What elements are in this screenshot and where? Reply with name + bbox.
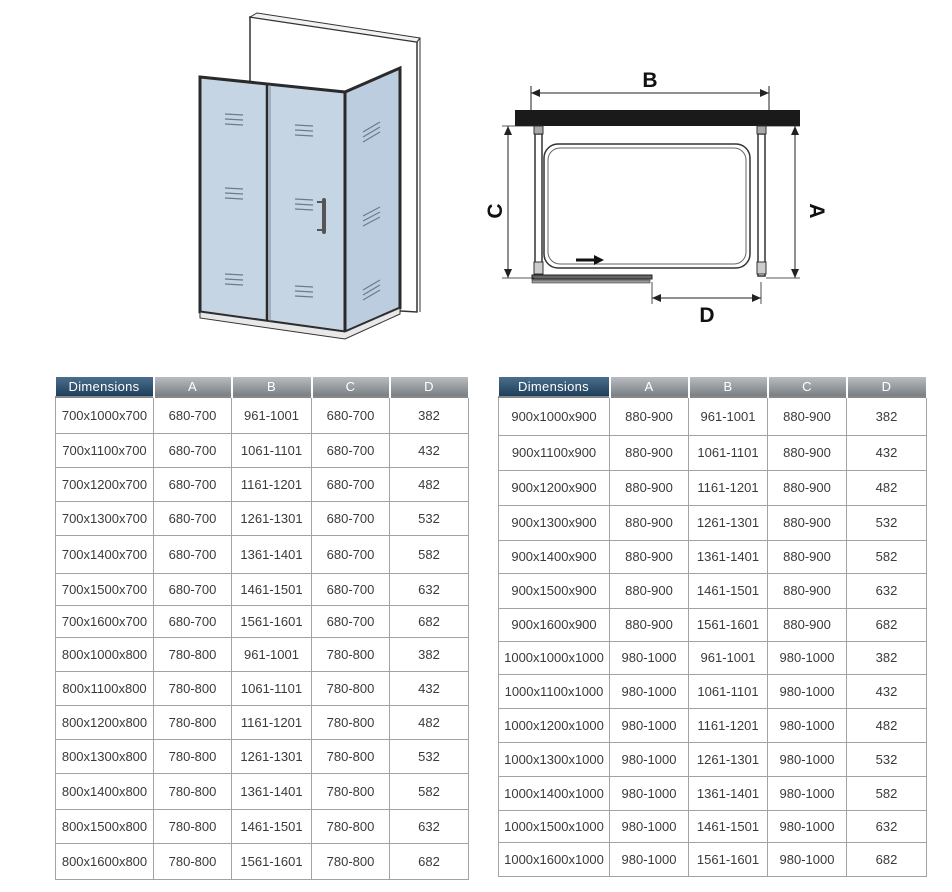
table-row	[499, 435, 927, 470]
table-cell: 700x1600x700	[56, 605, 154, 637]
table-row	[499, 842, 927, 876]
table-row	[56, 573, 469, 605]
table-cell: 1000x1300x1000	[499, 742, 610, 776]
table-cell: 680-700	[312, 433, 390, 467]
table-cell: 632	[390, 573, 469, 605]
table-cell: 1261-1301	[689, 742, 768, 776]
table-cell: 780-800	[154, 739, 232, 773]
table-cell: 1161-1201	[232, 467, 312, 501]
header-dimensions: Dimensions	[56, 377, 154, 397]
table-cell: 780-800	[154, 705, 232, 739]
table-cell: 780-800	[312, 809, 390, 843]
table-cell: 980-1000	[768, 742, 847, 776]
table-cell: 632	[847, 573, 927, 608]
table-row	[56, 501, 469, 535]
table-cell: 961-1001	[689, 397, 768, 435]
table-cell: 1261-1301	[689, 505, 768, 540]
table-cell: 482	[390, 705, 469, 739]
table-cell: 700x1300x700	[56, 501, 154, 535]
plan-label-a: A	[805, 203, 828, 219]
dimensions-table-left	[55, 377, 470, 880]
table-cell: 980-1000	[768, 641, 847, 674]
table-cell: 382	[847, 641, 927, 674]
table-header-row	[499, 377, 927, 397]
table-row	[56, 843, 469, 879]
table-cell: 880-900	[610, 397, 689, 435]
table-row	[499, 810, 927, 842]
table-cell: 880-900	[610, 435, 689, 470]
header-col-d: D	[390, 377, 469, 397]
table-cell: 880-900	[610, 540, 689, 573]
table-cell: 1561-1601	[689, 842, 768, 876]
table-cell: 582	[390, 773, 469, 809]
table-cell: 780-800	[312, 671, 390, 705]
table-cell: 880-900	[610, 608, 689, 641]
table-cell: 1000x1500x1000	[499, 810, 610, 842]
table-row	[56, 535, 469, 573]
table-cell: 900x1500x900	[499, 573, 610, 608]
table-cell: 680-700	[154, 397, 232, 433]
table-row	[499, 674, 927, 708]
table-cell: 1561-1601	[689, 608, 768, 641]
table-cell: 980-1000	[768, 708, 847, 742]
table-cell: 900x1400x900	[499, 540, 610, 573]
table-cell: 532	[390, 739, 469, 773]
table-row	[56, 637, 469, 671]
table-cell: 880-900	[768, 397, 847, 435]
table-cell: 1061-1101	[232, 671, 312, 705]
header-col-b: B	[689, 377, 768, 397]
table-cell: 482	[390, 467, 469, 501]
table-cell: 780-800	[154, 809, 232, 843]
table-cell: 432	[390, 433, 469, 467]
table-cell: 880-900	[768, 573, 847, 608]
table-cell: 980-1000	[610, 776, 689, 810]
table-cell: 800x1300x800	[56, 739, 154, 773]
table-cell: 1161-1201	[689, 708, 768, 742]
table-cell: 700x1400x700	[56, 535, 154, 573]
table-cell: 382	[847, 397, 927, 435]
table-cell: 1461-1501	[689, 573, 768, 608]
table-cell: 700x1000x700	[56, 397, 154, 433]
table-cell: 680-700	[154, 467, 232, 501]
dimensions-table-right	[498, 377, 928, 877]
header-col-c: C	[312, 377, 390, 397]
table-row	[499, 708, 927, 742]
table-cell: 880-900	[768, 435, 847, 470]
table-cell: 1061-1101	[689, 674, 768, 708]
table-row	[499, 742, 927, 776]
table-cell: 1561-1601	[232, 843, 312, 879]
table-cell: 680-700	[154, 501, 232, 535]
table-row	[56, 433, 469, 467]
table-cell: 980-1000	[610, 842, 689, 876]
table-cell: 1161-1201	[232, 705, 312, 739]
table-cell: 980-1000	[768, 674, 847, 708]
table-cell: 432	[847, 674, 927, 708]
header-col-d: D	[847, 377, 927, 397]
table-cell: 680-700	[312, 467, 390, 501]
table-row	[56, 773, 469, 809]
table-cell: 980-1000	[768, 776, 847, 810]
table-cell: 1361-1401	[689, 776, 768, 810]
table-cell: 432	[847, 435, 927, 470]
table-cell: 880-900	[610, 573, 689, 608]
table-cell: 780-800	[312, 739, 390, 773]
table-cell: 680-700	[154, 573, 232, 605]
table-row	[499, 505, 927, 540]
table-row	[56, 809, 469, 843]
table-row	[499, 540, 927, 573]
table-cell: 1461-1501	[232, 573, 312, 605]
table-cell: 1000x1400x1000	[499, 776, 610, 810]
table-cell: 1561-1601	[232, 605, 312, 637]
table-cell: 680-700	[312, 535, 390, 573]
table-cell: 980-1000	[610, 674, 689, 708]
table-cell: 780-800	[154, 637, 232, 671]
table-cell: 780-800	[154, 671, 232, 705]
table-row	[56, 705, 469, 739]
header-col-a: A	[154, 377, 232, 397]
header-col-b: B	[232, 377, 312, 397]
table-row	[56, 397, 469, 433]
table-cell: 1361-1401	[232, 535, 312, 573]
table-row	[499, 397, 927, 435]
table-cell: 900x1300x900	[499, 505, 610, 540]
table-cell: 961-1001	[689, 641, 768, 674]
table-cell: 582	[390, 535, 469, 573]
table-cell: 680-700	[312, 397, 390, 433]
table-cell: 980-1000	[610, 810, 689, 842]
table-cell: 582	[847, 776, 927, 810]
table-cell: 532	[390, 501, 469, 535]
table-cell: 1000x1100x1000	[499, 674, 610, 708]
table-cell: 880-900	[768, 505, 847, 540]
table-cell: 1361-1401	[689, 540, 768, 573]
plan-dimension-diagram	[482, 62, 828, 327]
table-cell: 532	[847, 505, 927, 540]
table-cell: 800x1100x800	[56, 671, 154, 705]
table-cell: 1061-1101	[232, 433, 312, 467]
plan-label-c: C	[484, 203, 507, 219]
table-cell: 880-900	[610, 505, 689, 540]
table-cell: 800x1500x800	[56, 809, 154, 843]
table-cell: 780-800	[312, 843, 390, 879]
table-cell: 1261-1301	[232, 739, 312, 773]
table-cell: 880-900	[768, 540, 847, 573]
table-cell: 680-700	[312, 605, 390, 637]
table-cell: 900x1100x900	[499, 435, 610, 470]
table-cell: 1000x1000x1000	[499, 641, 610, 674]
table-cell: 382	[390, 397, 469, 433]
table-row	[499, 608, 927, 641]
header-dimensions: Dimensions	[499, 377, 610, 397]
table-cell: 632	[847, 810, 927, 842]
table-cell: 532	[847, 742, 927, 776]
table-cell: 800x1200x800	[56, 705, 154, 739]
table-cell: 680-700	[312, 573, 390, 605]
table-cell: 680-700	[154, 535, 232, 573]
table-row	[499, 573, 927, 608]
table-header-row	[56, 377, 469, 397]
table-cell: 900x1200x900	[499, 470, 610, 505]
table-row	[56, 467, 469, 501]
table-cell: 980-1000	[610, 708, 689, 742]
plan-label-d: D	[699, 304, 715, 327]
table-cell: 980-1000	[610, 742, 689, 776]
table-cell: 682	[390, 843, 469, 879]
table-cell: 980-1000	[768, 810, 847, 842]
table-cell: 800x1400x800	[56, 773, 154, 809]
table-cell: 682	[847, 842, 927, 876]
table-cell: 1000x1200x1000	[499, 708, 610, 742]
table-cell: 680-700	[312, 501, 390, 535]
table-row	[499, 776, 927, 810]
table-cell: 780-800	[154, 773, 232, 809]
table-cell: 1161-1201	[689, 470, 768, 505]
table-cell: 1461-1501	[689, 810, 768, 842]
table-row	[56, 739, 469, 773]
table-cell: 1461-1501	[232, 809, 312, 843]
table-cell: 900x1600x900	[499, 608, 610, 641]
table-cell: 980-1000	[768, 842, 847, 876]
table-cell: 880-900	[768, 608, 847, 641]
table-cell: 961-1001	[232, 637, 312, 671]
table-cell: 382	[390, 637, 469, 671]
table-cell: 1361-1401	[232, 773, 312, 809]
table-cell: 880-900	[610, 470, 689, 505]
header-col-a: A	[610, 377, 689, 397]
table-cell: 780-800	[312, 637, 390, 671]
table-cell: 682	[390, 605, 469, 637]
table-cell: 700x1100x700	[56, 433, 154, 467]
table-cell: 900x1000x900	[499, 397, 610, 435]
header-col-c: C	[768, 377, 847, 397]
table-row	[56, 605, 469, 637]
table-cell: 582	[847, 540, 927, 573]
table-cell: 1061-1101	[689, 435, 768, 470]
table-cell: 632	[390, 809, 469, 843]
table-cell: 700x1200x700	[56, 467, 154, 501]
table-cell: 800x1600x800	[56, 843, 154, 879]
table-cell: 680-700	[154, 605, 232, 637]
table-cell: 1000x1600x1000	[499, 842, 610, 876]
table-cell: 780-800	[154, 843, 232, 879]
table-cell: 780-800	[312, 773, 390, 809]
table-cell: 961-1001	[232, 397, 312, 433]
table-cell: 432	[390, 671, 469, 705]
plan-label-b: B	[642, 69, 658, 92]
table-row	[499, 641, 927, 674]
table-cell: 482	[847, 470, 927, 505]
table-cell: 780-800	[312, 705, 390, 739]
table-cell: 800x1000x800	[56, 637, 154, 671]
table-row	[499, 470, 927, 505]
shower-enclosure-illustration	[195, 12, 420, 342]
table-cell: 680-700	[154, 433, 232, 467]
table-cell: 700x1500x700	[56, 573, 154, 605]
table-cell: 880-900	[768, 470, 847, 505]
table-cell: 682	[847, 608, 927, 641]
table-row	[56, 671, 469, 705]
table-cell: 980-1000	[610, 641, 689, 674]
table-cell: 482	[847, 708, 927, 742]
table-cell: 1261-1301	[232, 501, 312, 535]
